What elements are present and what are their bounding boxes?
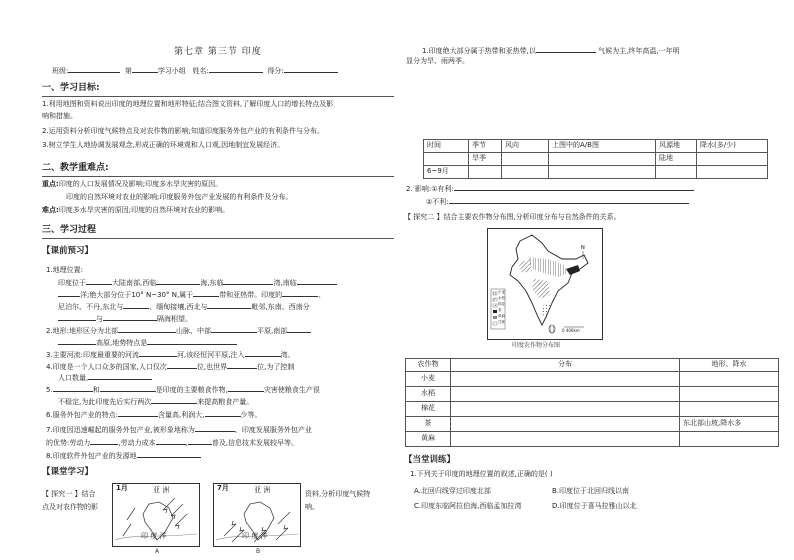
preview-heading: 【课前预习】: [42, 246, 94, 256]
option-c[interactable]: C.印度东临阿拉伯海,西临孟加拉湾: [414, 502, 522, 510]
group-field[interactable]: [132, 64, 158, 73]
option-b[interactable]: B.印度位于北回归线以南: [552, 487, 630, 495]
class-label: 班级:: [52, 67, 69, 75]
table-cell: 茶: [406, 417, 451, 432]
table-row: [424, 153, 768, 166]
class-heading: 【课堂学习】: [42, 467, 94, 477]
blank[interactable]: [137, 449, 201, 458]
blank[interactable]: [223, 276, 273, 285]
unfavorable-blank[interactable]: [449, 195, 689, 204]
blank[interactable]: [88, 371, 152, 380]
line-15: 的优势:劳动力 ,劳动力成本 , 普及,信息技术发展较早等。: [46, 436, 298, 448]
table-cell[interactable]: [451, 417, 680, 432]
table-cell[interactable]: [469, 166, 502, 179]
blank[interactable]: [53, 383, 93, 392]
blank[interactable]: [195, 423, 235, 432]
blank[interactable]: [147, 336, 237, 345]
svg-text:N: N: [581, 245, 585, 251]
crop-map-caption: 印度农作物分布图: [512, 342, 561, 349]
key-line-2: 印度的自然环境对农业的影响;印度服务外包产业发展的有利条件及分布。: [66, 193, 293, 201]
map-caption-b: B: [256, 548, 261, 555]
blank[interactable]: [193, 288, 219, 297]
blank[interactable]: [156, 276, 200, 285]
score-field[interactable]: [284, 64, 338, 73]
explore1-d: 响。: [305, 503, 319, 511]
line-14: 7.印度因迅速崛起的服务外包产业,被形象地称为 。印度发展服务外包产业: [46, 423, 312, 435]
line-5: 与 隔海相望。: [58, 312, 192, 324]
explore1-c: 点及对农作物的影: [42, 503, 98, 511]
line-8: 3.主要河流:印度最重要的河流 河,该经恒河平原,注入 湾。: [46, 348, 295, 360]
q2-favorable: 2. 影响:①有利:: [406, 182, 694, 194]
table-cell[interactable]: [656, 166, 697, 179]
table-header: 季节: [469, 140, 502, 153]
blank[interactable]: [188, 436, 212, 445]
crop-map: [487, 228, 603, 340]
table-cell[interactable]: [451, 432, 680, 447]
blank[interactable]: [167, 360, 197, 369]
crop-table: [405, 358, 779, 447]
section3-heading: 三、学习过程: [42, 225, 97, 235]
goal-1: 1.利用地图和资料说出印度的地理位置和地形特征;结合图文资料,了解印度人口的增长特点及影: [42, 100, 334, 108]
table-header: 风源地: [656, 140, 697, 153]
key-label: 重点:: [42, 180, 59, 188]
explore1-a: 【 探究一 】结合: [42, 490, 96, 498]
table-cell: 小麦: [406, 372, 451, 387]
table-row: [406, 402, 779, 417]
table-header: 降水(多/少): [697, 140, 768, 153]
blank[interactable]: [287, 324, 311, 333]
blank[interactable]: [118, 408, 158, 417]
goal-1-cont: 响和措施。: [42, 112, 77, 120]
divider: [42, 238, 394, 239]
table-cell: 黄麻: [406, 432, 451, 447]
table-header: 农作物: [406, 359, 451, 372]
table-cell: 水稻: [406, 387, 451, 402]
map-january-ocean: 印 度 洋: [141, 532, 167, 540]
blank[interactable]: [245, 348, 281, 357]
practice-heading: 【当堂训练】: [404, 455, 456, 465]
explore2: 【 探究二 】结合主要农作物分布图,分析印度分布与自然条件的关系。: [404, 213, 621, 221]
name-label: 姓名:: [192, 67, 209, 75]
key-line-1: 印度的人口发展情况及影响;印度多水旱灾害的原因。: [58, 180, 223, 188]
q1-line-1: 1.印度绝大部分属于热带和亚热带,以 气候为主,终年高温,一年明: [422, 44, 680, 56]
key-points: [42, 180, 222, 189]
line-4: 尼泊尔、不丹,东北与 、缅甸接壤,西北与 毗邻,东南、西南分: [58, 300, 310, 312]
climate-table: [423, 139, 768, 179]
climate-blank[interactable]: [536, 44, 596, 53]
difficult-points: [42, 206, 229, 215]
blank[interactable]: [297, 276, 337, 285]
blank[interactable]: [156, 436, 186, 445]
map-july: [213, 483, 301, 547]
table-row: [406, 387, 779, 402]
blank[interactable]: [228, 383, 264, 392]
table-cell[interactable]: [680, 372, 779, 387]
table-cell[interactable]: [549, 153, 656, 166]
line-11: 5. 和 是印度的主要粮食作物, 灾害使粮食生产很: [46, 383, 320, 395]
line-7: 高原,地势特点是: [58, 336, 237, 348]
explore1-b: 资料,分析印度气候特: [305, 490, 371, 498]
table-row: [406, 359, 779, 372]
blank[interactable]: [58, 312, 96, 321]
blank[interactable]: [282, 288, 318, 297]
table-row: [406, 432, 779, 447]
page-title: 第七章 第三节 印度: [174, 47, 262, 57]
section2-heading: 二、教学重难点:: [42, 163, 109, 173]
line-9: 4.印度是一个人口众多的国家,人口仅次 位,也世界 位,为了控制: [46, 360, 294, 372]
table-cell: 6~9月: [424, 166, 469, 179]
option-d[interactable]: D.印度位于喜马拉雅山以北: [552, 502, 637, 510]
table-cell: 旱季: [469, 153, 502, 166]
legend-item: 甘蔗: [498, 320, 505, 324]
goal-3: 3.树立学生人地协调发展观念,形成正确的环境观和人口观,因地制宜发展经济。: [42, 141, 285, 149]
table-header: 风向: [502, 140, 549, 153]
map-scale: 0 400km: [562, 328, 580, 333]
line-3: 洋;绝大部分位于10° N~30° N,属于 带和亚热带。印度的 、: [58, 288, 325, 300]
table-cell: 棉花: [406, 402, 451, 417]
blank[interactable]: [205, 408, 241, 417]
blank[interactable]: [139, 348, 177, 357]
table-header: 分布: [451, 359, 680, 372]
q1-line-2: 显分为旱、雨两季。: [406, 57, 469, 65]
diff-line: 印度多水旱灾害的原因;印度的自然环境对农业的影响。: [58, 206, 230, 214]
map-january-region: 亚 洲: [153, 486, 170, 494]
table-cell[interactable]: [680, 432, 779, 447]
map-january: [112, 483, 200, 547]
divider: [42, 96, 394, 97]
crop-map-svg: [488, 229, 602, 339]
section1-heading: 一、学习目标:: [42, 83, 100, 93]
map-july-region: 亚 洲: [254, 486, 271, 494]
map-july-month: 7月: [217, 484, 229, 492]
table-cell[interactable]: [680, 387, 779, 402]
table-cell[interactable]: [549, 166, 656, 179]
table-header: 时间: [424, 140, 469, 153]
line-1: 1.地理位置:: [46, 266, 84, 274]
legend-item: 小麦: [498, 290, 505, 294]
divider: [42, 176, 394, 177]
table-cell[interactable]: [424, 153, 469, 166]
blank[interactable]: [123, 300, 149, 309]
class-field[interactable]: [68, 64, 120, 73]
legend-item: 水稻: [498, 296, 505, 300]
blank[interactable]: [86, 276, 112, 285]
table-header: 上图中的A/B图: [549, 140, 656, 153]
table-cell[interactable]: [697, 153, 768, 166]
table-cell: 东北部山坡,降水多: [680, 417, 779, 432]
blank[interactable]: [211, 324, 257, 333]
map-caption-a: A: [155, 548, 160, 555]
line-6: 2.地形:地形区分为北部 山脉、中部 平原,南部: [46, 324, 311, 336]
q2-unfavorable: ②不利:: [426, 195, 689, 207]
score-label: 得分:: [267, 67, 284, 75]
blank[interactable]: [100, 383, 156, 392]
table-cell: 陆地: [656, 153, 697, 166]
table-cell[interactable]: [697, 166, 768, 179]
table-row: [424, 140, 768, 153]
table-cell[interactable]: [502, 153, 549, 166]
table-cell[interactable]: [502, 166, 549, 179]
blank[interactable]: [103, 312, 157, 321]
name-field[interactable]: [209, 64, 263, 73]
table-cell[interactable]: [451, 387, 680, 402]
group-label-post: 学习小组: [157, 67, 186, 75]
table-row: [406, 417, 779, 432]
info-line: [52, 64, 338, 76]
question-1: 1.下列关于印度的地理位置的叙述,正确的是( ): [410, 470, 553, 478]
blank[interactable]: [90, 436, 118, 445]
legend-item: 棉花: [498, 302, 505, 306]
line-10: 人口数量,: [58, 371, 152, 383]
line-13: 6.服务外包产业的特点: 含量高,利润大, 少等。: [46, 408, 262, 420]
blank[interactable]: [207, 300, 251, 309]
goal-2: 2.运用资料分析印度气候特点及对农作物的影响;知道印度服务外包产业的有利条件与分布。: [42, 127, 325, 135]
blank[interactable]: [58, 336, 96, 345]
blank[interactable]: [151, 395, 197, 404]
legend-item: 黄麻: [498, 314, 505, 318]
table-cell[interactable]: [451, 372, 680, 387]
line-2: 印度位于 大陆南部,西临 海,东临 湾,南临: [58, 276, 337, 288]
blank[interactable]: [118, 324, 176, 333]
blank[interactable]: [58, 288, 80, 297]
table-header: 地形、降水: [680, 359, 779, 372]
diff-label: 难点:: [42, 206, 59, 214]
blank[interactable]: [227, 360, 257, 369]
legend-item: 茶: [498, 308, 502, 312]
option-a[interactable]: A.北回归线穿过印度北部: [414, 487, 491, 495]
favorable-blank[interactable]: [454, 182, 694, 191]
map-january-month: 1月: [116, 484, 128, 492]
line-12: 不稳定,为此印度先后实行两次 来提高粮食产量。: [58, 395, 253, 407]
table-cell[interactable]: [680, 402, 779, 417]
line-16: 8.印度软件外包产业的发源地: [46, 449, 201, 461]
group-label-pre: 第: [124, 67, 132, 75]
table-row: [424, 166, 768, 179]
table-row: [406, 372, 779, 387]
map-july-ocean: 印 度 洋: [242, 532, 268, 540]
table-cell[interactable]: [451, 402, 680, 417]
